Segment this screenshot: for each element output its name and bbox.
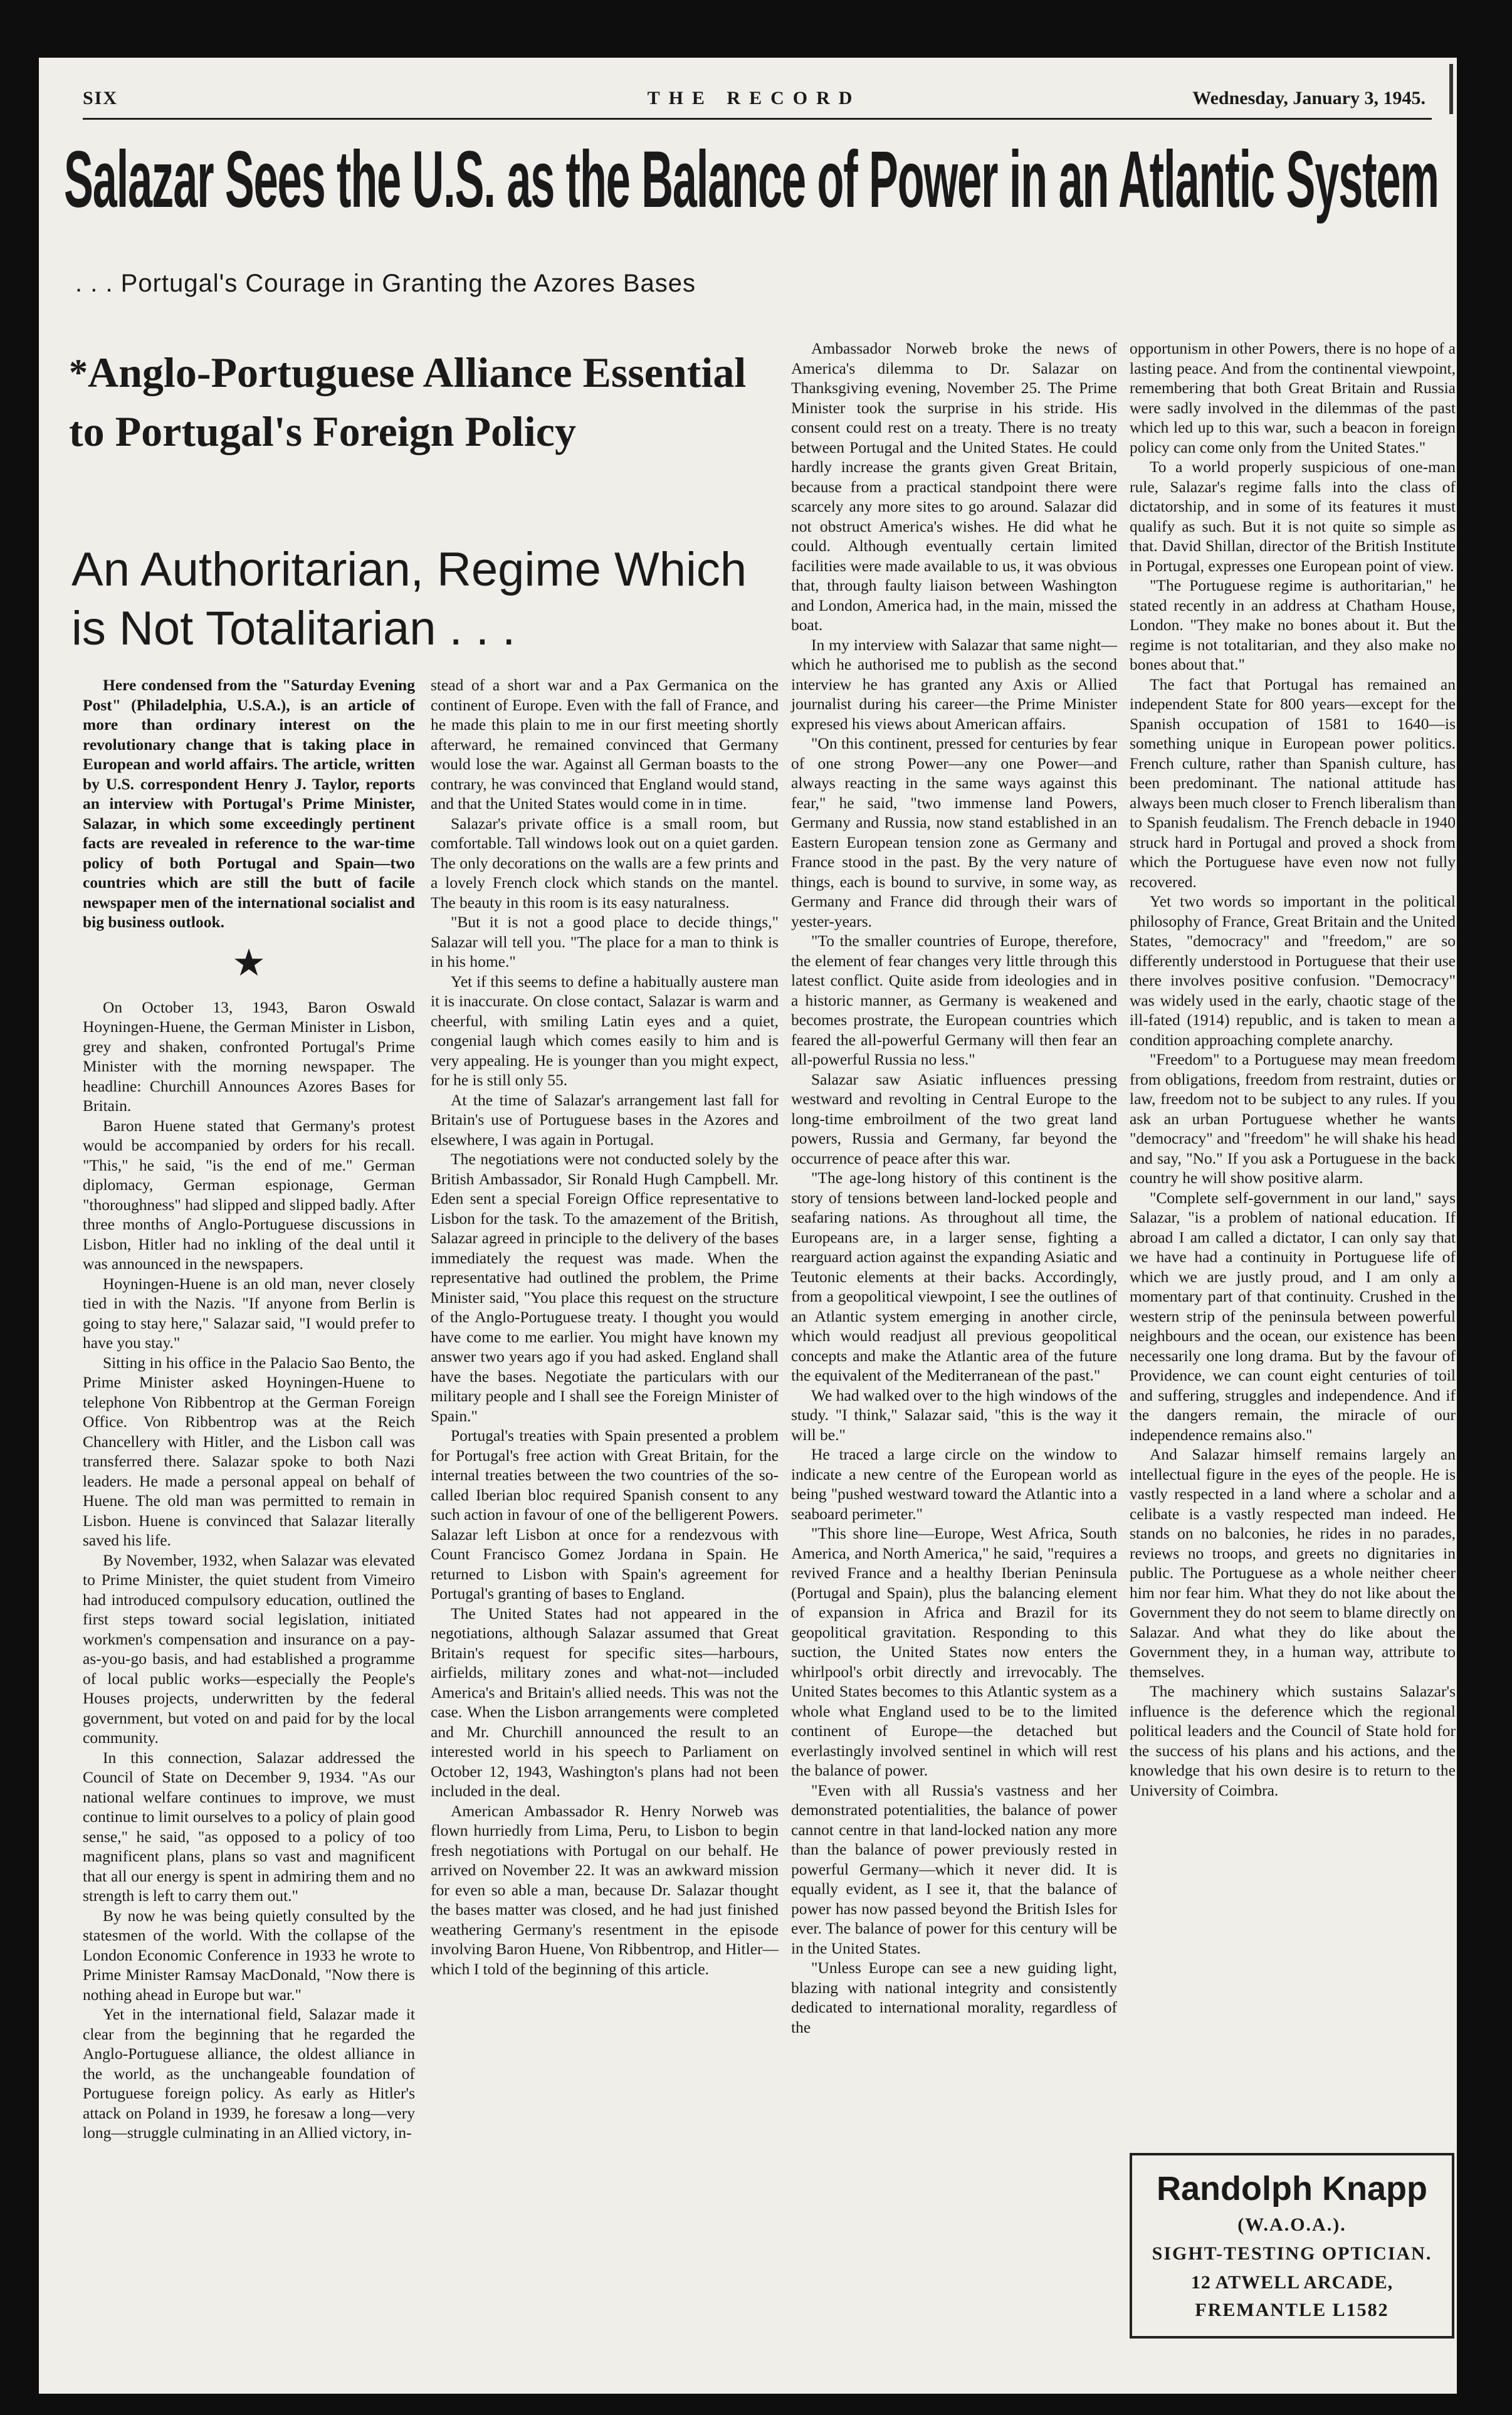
paragraph: On October 13, 1943, Baron Oswald Hoyningen-Huene, the German Minister in Lisbon, grey and shaken, confronted Portugal's Prime Minister with the morning newspaper. The headline: Churchill Announces Azores Bases for Britain.	[83, 997, 415, 1115]
paragraph: Yet if this seems to define a habitually austere man it is inaccurate. On close contact, Salazar is warm and cheerful, with smiling Latin eyes and a quiet, congenial laugh which comes easily to him and is very appealing. He is younger than you might expect, for he is still only 55.	[431, 972, 779, 1089]
paper-name: THE RECORD	[647, 88, 861, 108]
paragraph: "Even with all Russia's vastness and her demonstrated potentialities, the balance of power cannot centre in that land-locked nation any more than the balance of power previously rested in powerful Germany—which it never did. It is equally evident, as I see it, that the balance of power has now passed beyond the British Isles for ever. The balance of power for this century will be in the United States.	[791, 1781, 1117, 1957]
paragraph: The negotiations were not conducted solely by the British Ambassador, Sir Ronald Hugh Campbell. Mr. Eden sent a special Foreign Office representative to Lisbon for the task. To the amazement of the British, Salazar agreed in principle to the delivery of the bases immediately the request was made. When the representative had outlined the problem, the Prime Minister said, "You place this request on the structure of the Anglo-Portuguese treaty. I thought you would have come to me earlier. You might have known my answer two years ago if you had asked. England shall have the bases. Negotiate the particulars with our military people and I shall see the Foreign Minister of Spain."	[431, 1150, 779, 1425]
advertiser-address: 12 ATWELL ARCADE,	[1190, 2272, 1394, 2293]
page-label: SIX	[83, 88, 118, 108]
paragraph: The United States had not appeared in the negotiations, although Salazar assumed that Great Britain's request for specific sites—harbours, airfields, military zones and what-not—included America's and Britain's allied needs. This was not the case. When the Lisbon arrangements were completed and Mr. Churchill announced the result to an interested world in his speech to Parliament on October 12, 1943, Washington's plans had not been included in the deal.	[431, 1604, 779, 1800]
paragraph: In this connection, Salazar addressed the Council of State on December 9, 1934. "As our national welfare continues to improve, we must continue to limit ourselves to a policy of plain good sense," he said, "as opposed to a policy of too magnificent plans, plans so vast and magnificent that all our energy is spent in admiring them and no strength is left to carry them out."	[83, 1748, 415, 1905]
paragraph: "To the smaller countries of Europe, therefore, the element of fear changes very little through this latest conflict. Quite aside from ideologies and in a historic manner, as Germany is weakened and becomes prostrate, the European countries which feared the all-powerful Germany will then fear an all-powerful Russia no less."	[791, 932, 1117, 1068]
sub-headline: . . . Portugal's Courage in Granting the Azores Bases	[75, 270, 696, 297]
paragraph: By November, 1932, when Salazar was elevated to Prime Minister, the quiet student from Vimeiro had introduced compulsory education, outlined the first steps toward social legislation, initiated workmen's compensation and insurance on a pay-as-you-go basis, and had established a programme of local public works—especially the People's Houses projects, underwritten by the federal government, but voted on and paid for by the local community.	[83, 1550, 415, 1747]
newspaper-page	[39, 58, 1457, 2394]
advertiser-name: Randolph Knapp	[1157, 2170, 1427, 2207]
optician-advertisement	[1130, 2153, 1454, 2339]
paragraph: Yet two words so important in the political philosophy of France, Great Britain and the United States, "democracy" and "freedom," are so differently understood in Portuguese that their use there involves positive confusion. "Democracy" was widely used in the early, chaotic stage of the ill-fated (1914) republic, and is taken to mean a condition approaching complete anarchy.	[1130, 892, 1456, 1049]
paragraph: The machinery which sustains Salazar's influence is the deference which the regional political leaders and the Council of State hold for the success of his plans and his actions, and the knowledge that his own desire is to return to the University of Coimbra.	[1130, 1682, 1456, 1799]
star-mark: *	[69, 352, 88, 393]
paragraph: "Complete self-government in our land," says Salazar, "is a problem of national education. If abroad I am called a dictator, I can only say that we have had a continuity in Portuguese life of which we are justly proud, and I am only a momentary part of that continuity. Crushed in the western strip of the peninsula between powerful neighbours and the ocean, our existence has been necessarily one long drama. But by the favour of Providence, we can count eight centuries of toil and suffering, struggles and independence. And if the dangers remain, the miracle of our independence remains also."	[1130, 1188, 1456, 1444]
advertiser-service: SIGHT-TESTING OPTICIAN.	[1152, 2243, 1432, 2264]
paragraph: "On this continent, pressed for centuries by fear of one strong Power—any one Power—and always reacting in the same ways against this fear," he said, "two immense land Powers, Germany and Russia, now stand established in an Eastern European tension zone as Germany and France stood in the past. By the very nature of things, each is bound to survive, in some way, as Germany and France did through their wars of yester-years.	[791, 734, 1117, 930]
paragraph: In my interview with Salazar that same night—which he authorised me to publish as the second interview he has granted any Axis or Allied journalist during his career—the Prime Minister expresed his views about American affairs.	[791, 635, 1117, 733]
paragraph: "Freedom" to a Portuguese may mean freedom from obligations, freedom from restraint, duties or law, freedom not to be subject to any rules. If you ask an urban Portuguese whether he wants "democracy" and "freedom" he will shake his head and say, "No." If you ask a Portuguese in the back country he will show positive alarm.	[1130, 1050, 1456, 1187]
paragraph: By now he was being quietly consulted by the statesmen of the world. With the collapse of the London Economic Conference in 1933 he wrote to Prime Minister Ramsay MacDonald, "Now there is nothing ahead in Europe but war."	[83, 1906, 415, 2004]
paragraph: To a world properly suspicious of one-man rule, Salazar's regime falls into the class of dictatorship, and in some of its features it must qualify as such. But it is not quite so simple as that. David Shillan, director of the British Institute in Portugal, expresses one European point of view.	[1130, 458, 1456, 575]
paragraph: stead of a short war and a Pax Germanica on the continent of Europe. Even with the fall of France, and he made this plain to me in our first meeting shortly afterward, he remained convinced that Germany would lose the war. Against all German boasts to the contrary, he was convinced that England would stand, and that the United States would come in in time.	[431, 676, 779, 813]
paragraph: "Unless Europe can see a new guiding light, blazing with national integrity and consistently dedicated to international morality, regardless of the	[791, 1959, 1117, 2036]
paragraph: And Salazar himself remains largely an intellectual figure in the eyes of the people. He is vastly respected in a land where a scholar and a celibate is a vastly respected man indeed. He stands on no balconies, he rides in no parades, reviews no troops, and greets no dignitaries in public. The Portuguese as a whole neither cheer him nor fear him. What they do not like about the Government they do not seem to blame directly on Salazar. And what they do like about the Government they, in a human way, attribute to themselves.	[1130, 1445, 1456, 1681]
paragraph: "The age-long history of this continent is the story of tensions between land-locked people and seafaring nations. As throughout all time, the Europeans are, in a larger sense, fighting a rearguard action against the expanding Asiatic and Teutonic elements at their backs. Accordingly, from a geopolitical viewpoint, I see the outlines of an Atlantic system emerging in another circle, which would readjust all previous geopolitical concepts and make the Atlantic area of the future the equivalent of the Mediterranean of the past."	[791, 1169, 1117, 1384]
advertiser-town-phone: FREMANTLE L1582	[1195, 2300, 1389, 2320]
top-rule	[83, 118, 1432, 120]
paragraph: "This shore line—Europe, West Africa, South America, and North America," he said, "requires a revived France and a healthy Iberian Peninsula (Portugal and Spain), plus the balancing element of expansion in Africa and Brazil for its geopolitical gravitation. Responding to this suction, the United States now enters the whirlpool's orbit directly and irrevocably. The United States becomes to this Atlantic system as a whole what England used to be to the limited continent of Europe—the detached but everlastingly involved sentinel in which will rest the balance of power.	[791, 1524, 1117, 1779]
paragraph: Hoyningen-Huene is an old man, never closely tied in with the Nazis. "If anyone from Berlin is going to stay here," Salazar said, "I would prefer to have you stay."	[83, 1274, 415, 1352]
intro-paragraph: Here condensed from the "Saturday Evening Post" (Philadelphia, U.S.A.), is an article of more than ordinary interest on the revolutionary change that is taking place in European and world affairs. The article, written by U.S. correspondent Henry J. Taylor, reports an interview with Portugal's Prime Minister, Salazar, in which some exceedingly pertinent facts are revealed in reference to the war-time policy of both Portugal and Spain—two countries which are still the butt of facile newspaper men of the international socialist and big business outlook.	[83, 676, 415, 931]
paragraph: Sitting in his office in the Palacio Sao Bento, the Prime Minister asked Hoyningen-Huene to telephone Von Ribbentrop at the German Foreign Office. Von Ribbentrop was at the Reich Chancellery with Hitler, and the Lisbon call was transferred there. Salazar spoke to both Nazi leaders. He made a personal appeal on behalf of Huene. The old man was permitted to remain in Lisbon. Huene is convinced that Salazar literally saved his life.	[83, 1353, 415, 1549]
kicker-text: Anglo-Portuguese Alliance Essential to Portugal's Foreign Policy	[69, 349, 747, 455]
paragraph: Baron Huene stated that Germany's protest would be accompanied by orders for his recall. "This," he said, "is the end of me." German diplomacy, German espionage, German "thoroughness" had slipped and slipped badly. After three months of Anglo-Portuguese discussions in Lisbon, Hitler had no inkling of the deal until it was announced in the newspapers.	[83, 1116, 415, 1273]
paragraph: We had walked over to the high windows of the study. "I think," Salazar said, "this is the way it will be."	[791, 1386, 1117, 1444]
paragraph: He traced a large circle on the window to indicate a new centre of the European world as being "pushed westward toward the Atlantic into a seaboard perimeter."	[791, 1445, 1117, 1523]
paragraph: The fact that Portugal has remained an independent State for 800 years—except for the Spanish occupation of 1581 to 1640—is something unique in European power politics. French culture, rather than Spanish culture, has been predominant. The national attitude has always been much closer to French liberalism than to Spanish feudalism. The French debacle in 1940 struck hard in Portugal and proved a shock from which the Portuguese have even now not fully recovered.	[1130, 675, 1456, 891]
paragraph: At the time of Salazar's arrangement last fall for Britain's use of Portuguese bases in the Azores and elsewhere, I was again in Portugal.	[431, 1090, 779, 1149]
paragraph: "But it is not a good place to decide things," Salazar will tell you. "The place for a man to think is in his home."	[431, 913, 779, 971]
margin-mark	[1449, 64, 1453, 114]
advertiser-qualification: (W.A.O.A.).	[1237, 2214, 1347, 2235]
main-headline: Salazar Sees the U.S. as the Balance of Power in an Atlantic System	[64, 135, 1439, 224]
paragraph: Ambassador Norweb broke the news of America's dilemma to Dr. Salazar on Thanksgiving evening, November 25. The Prime Minister took the surprise in his stride. His consent could rest on a treaty. There is no treaty between Portugal and the United States. He could hardly increase the grants given Great Britain, because from a practical standpoint there were scarcely any more sites to go around. Salazar did not obstruct America's wishes. He did what he could. Although eventually certain limited facilities were made available to us, it was obvious that, through faulty liaison between Washington and London, America had, in the main, missed the boat.	[791, 339, 1117, 634]
article-column-4	[1130, 339, 1456, 1800]
issue-date: Wednesday, January 3, 1945.	[1192, 88, 1425, 108]
article-column-3	[791, 339, 1117, 2037]
running-head	[83, 88, 1425, 119]
deck-headline: An Authoritarian, Regime Which is Not Totalitarian . . .	[71, 543, 747, 655]
article-column-2	[431, 675, 779, 1979]
paragraph: American Ambassador R. Henry Norweb was flown hurriedly from Lima, Peru, to Lisbon to begin fresh negotiations with Portugal on our behalf. He arrived on November 22. It was an awkward mission for even so able a man, because Dr. Salazar thought the bases matter was closed, and he had just finished weathering Germany's resentment in the episode involving Baron Huene, Von Ribbentrop, and Hitler—which I told of the beginning of this article.	[431, 1801, 779, 1978]
paragraph: Portugal's treaties with Spain presented a problem for Portugal's free action with Great Britain, for the internal treaties between the two countries of the so-called Iberian bloc required Spanish consent to any such action in favour of one of the belligerent Powers. Salazar left Lisbon at once for a rendezvous with Count Francisco Gomez Jordana in Spain. He returned to Lisbon with Spain's agreement for Portugal's granting of bases to England.	[431, 1426, 779, 1602]
kicker-headline	[69, 343, 771, 461]
article-column-1	[83, 675, 415, 2143]
paragraph: Yet in the international field, Salazar made it clear from the beginning that he regarded the Anglo-Portuguese alliance, the oldest alliance in the world, as the unchangeable foundation of Portuguese foreign policy. As early as Hitler's attack on Poland in 1939, he foresaw a long—very long—struggle culminating in an Allied victory, in-	[83, 2005, 415, 2142]
paragraph: "The Portuguese regime is authoritarian," he stated recently in an address at Chatham House, London. "They make no bones about it. But the regime is not totalitarian, and they also make no bones about that."	[1130, 576, 1456, 673]
paragraph: Salazar's private office is a small room, but comfortable. Tall windows look out on a quiet garden. The only decorations on the walls are a few prints and a lovely French clock which stands on the mantel. The beauty in this room is its easy naturalness.	[431, 814, 779, 912]
paragraph: Salazar saw Asiatic influences pressing westward and revolting in Central Europe to the long-time embroilment of the two great land powers, Russia and Germany, far beyond the occurrence of peace after this war.	[791, 1070, 1117, 1167]
star-separator: ★	[232, 942, 266, 984]
paragraph: opportunism in other Powers, there is no hope of a lasting peace. And from the continental viewpoint, remembering that both Great Britain and Russia were sadly involved in the dilemmas of the past which led up to this war, such a beacon in foreign policy can come only from the United States."	[1130, 339, 1456, 456]
